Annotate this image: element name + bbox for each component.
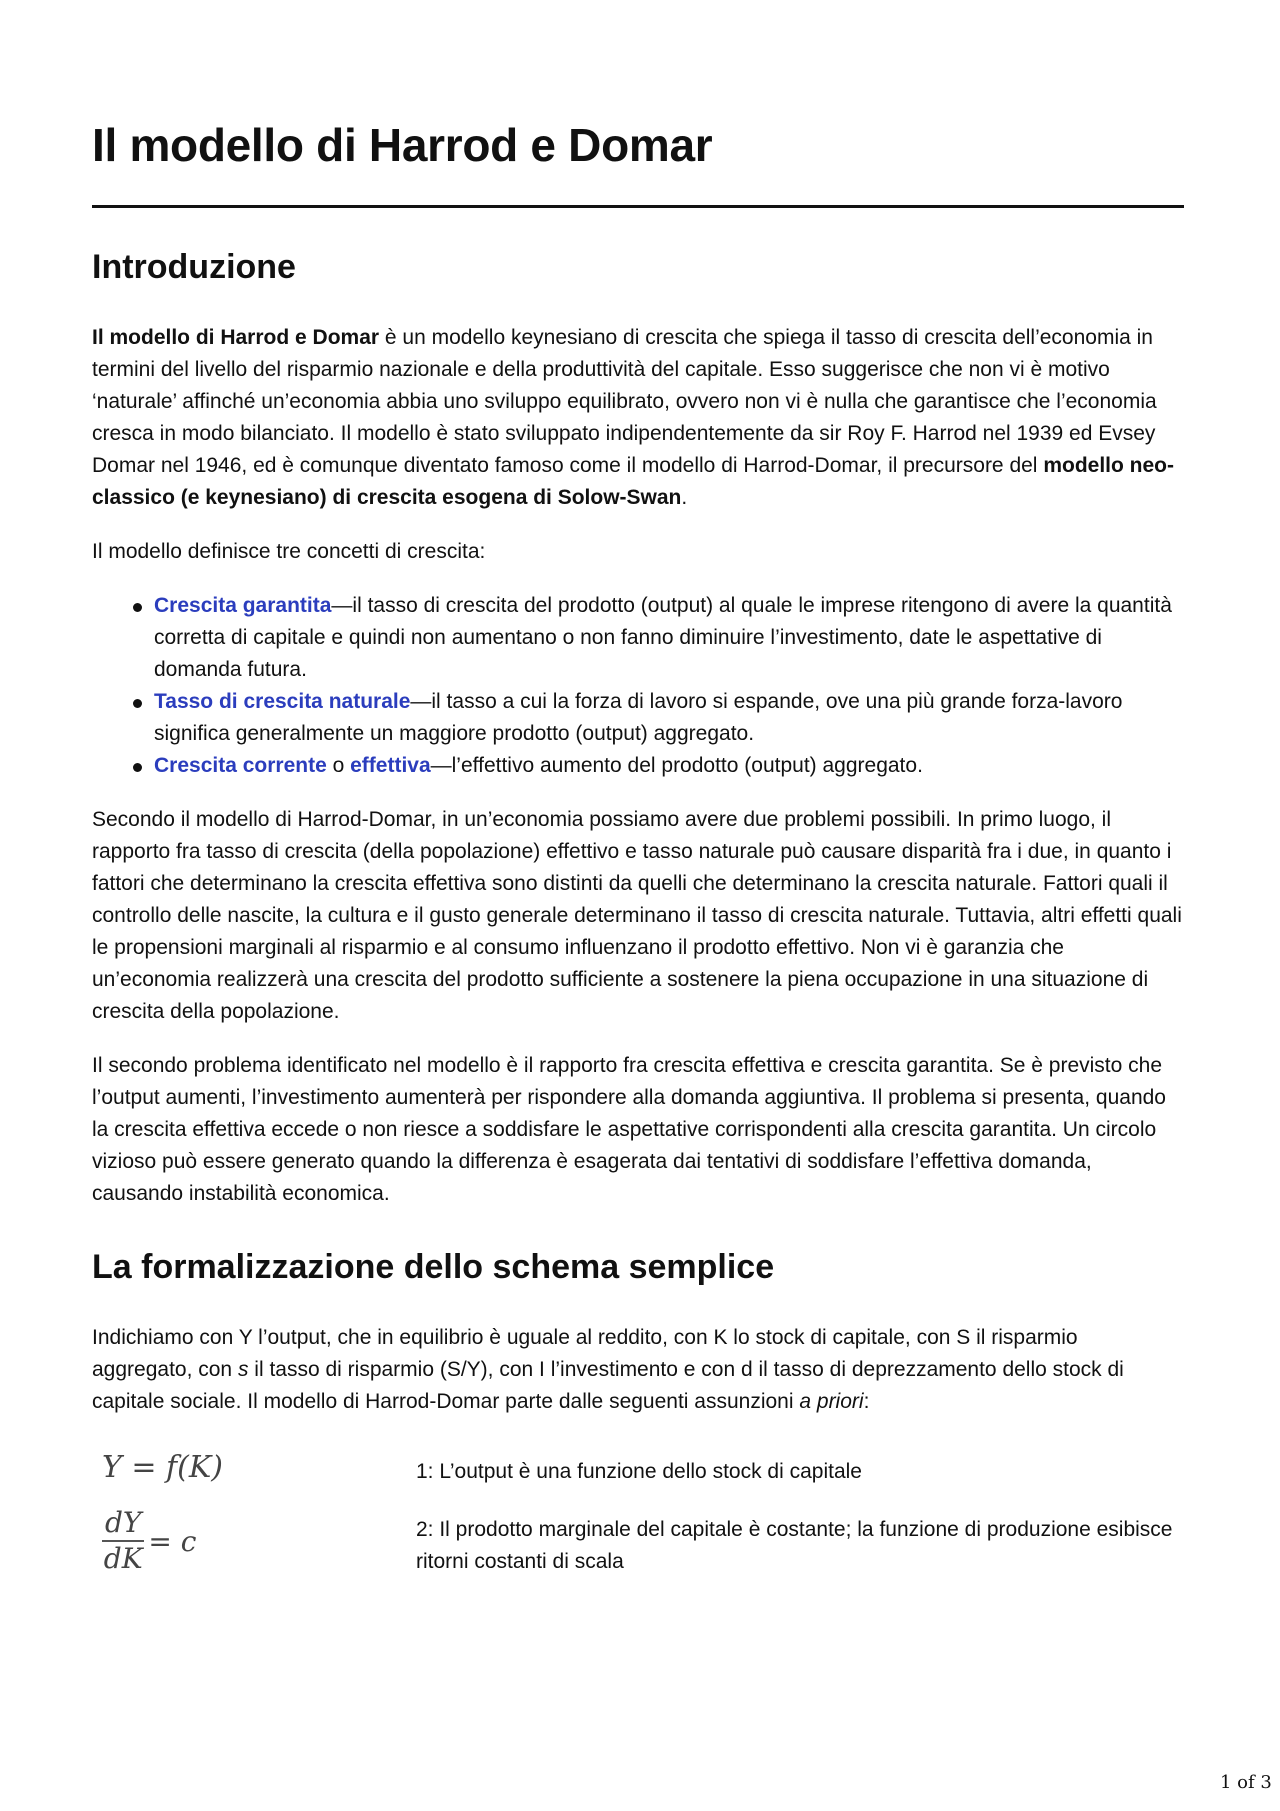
- link-crescita-corrente[interactable]: Crescita corrente: [154, 754, 327, 777]
- fraction: [102, 1506, 144, 1576]
- formal-end: :: [863, 1390, 870, 1413]
- list-item-text: —l’effettivo aumento del prodotto (output) aggregato.: [430, 754, 923, 777]
- formal-paragraph-1: [92, 1322, 1182, 1418]
- assumptions-block: [92, 1450, 1182, 1610]
- bullet-icon: [133, 763, 142, 772]
- section-heading-intro: Introduzione: [92, 248, 296, 286]
- list-item-text: —il tasso di crescita del prodotto (output) al quale le imprese ritengono di avere la quantità corretta di capitale e quindi non aumentano o non fanno diminuire l’investimento, date le aspettative di domanda futura.: [154, 594, 1172, 681]
- intro-end: .: [681, 486, 688, 509]
- formal-text-b: il tasso di risparmio (S/Y), con I l’investimento e con d il tasso di deprezzamento dello stock di capitale sociale. Il modello di Harrod-Domar parte dalle seguenti assunzioni: [92, 1358, 1124, 1413]
- formula-rhs: = c: [148, 1524, 197, 1558]
- formal-a-priori: a priori: [799, 1390, 864, 1413]
- list-item: [154, 750, 1182, 782]
- formal-text-a: Indichiamo con Y l’output, che in equilibrio è uguale al reddito, con K lo stock di capitale, con S il risparmio aggregato, con: [92, 1326, 1078, 1381]
- formula-output-function: Y = f(K): [102, 1450, 223, 1485]
- assumption-2-text: 2: Il prodotto marginale del capitale è costante; la funzione di produzione esibisce ritorni costanti di scala: [416, 1518, 1173, 1573]
- list-item-text: —il tasso a cui la forza di lavoro si espande, ove una più grande forza-lavoro significa generalmente un maggiore prodotto (output) aggregato.: [154, 690, 1123, 745]
- intro-bold-end: modello neo-classico (e keynesiano) di crescita esogena di Solow-Swan: [92, 454, 1174, 509]
- intro-paragraph-1: [92, 322, 1182, 514]
- bullet-icon: [133, 603, 142, 612]
- fraction-numerator: dY: [102, 1506, 144, 1542]
- assumption-1-text: 1: L’output è una funzione dello stock di capitale: [416, 1460, 862, 1483]
- list-item: [154, 590, 1182, 686]
- fraction-denominator: dK: [103, 1542, 143, 1575]
- intro-paragraph-2: Il modello definisce tre concetti di crescita:: [92, 540, 486, 563]
- section-heading-formalization: La formalizzazione dello schema semplice: [92, 1248, 775, 1286]
- intro-paragraph-4: Il secondo problema identificato nel modello è il rapporto fra crescita effettiva e crescita garantita. Se è previsto che l’output aumenti, l’investimento aumenterà per rispondere alla domanda aggiuntiva. Il problema si presenta, quando la crescita effettiva eccede o non riesce a soddisfare le aspettative corrispondenti alla crescita garantita. Un circolo vizioso può essere generato quando la differenza è esagerata dai tentativi di soddisfare l’effettiva domanda, causando instabilità economica.: [92, 1054, 1166, 1205]
- formula-marginal-product: [102, 1506, 196, 1576]
- document-content: [92, 112, 1182, 1610]
- growth-concepts-list: [92, 590, 1182, 782]
- title-divider: [92, 205, 1184, 208]
- link-tasso-crescita-naturale[interactable]: Tasso di crescita naturale: [154, 690, 411, 713]
- link-effettiva[interactable]: effettiva: [350, 754, 431, 777]
- list-item-connector: o: [326, 754, 351, 777]
- list-item: [154, 686, 1182, 750]
- intro-bold-start: Il modello di Harrod e Domar: [92, 326, 380, 349]
- link-crescita-garantita[interactable]: Crescita garantita: [154, 594, 332, 617]
- formal-s-var: s: [237, 1358, 249, 1381]
- page-number: 1 of 3: [1220, 1772, 1272, 1793]
- intro-text: è un modello keynesiano di crescita che spiega il tasso di crescita dell’economia in termini del livello del risparmio nazionale e della produttività del capitale. Esso suggerisce che non vi è motivo ‘naturale’ affinché un’economia abbia uno sviluppo equilibrato, ovvero non vi è nulla che garantisce che l’economia cresca in modo bilanciato. Il modello è stato sviluppato indipendentemente da sir Roy F. Harrod nel 1939 ed Evsey Domar nel 1946, ed è comunque diventato famoso come il modello di Harrod-Domar, il precursore del: [92, 326, 1157, 477]
- page-title: Il modello di Harrod e Domar: [92, 119, 713, 171]
- bullet-icon: [133, 699, 142, 708]
- intro-paragraph-3: Secondo il modello di Harrod-Domar, in un’economia possiamo avere due problemi possibili. In primo luogo, il rapporto fra tasso di crescita (della popolazione) effettivo e tasso naturale può causare disparità fra i due, in quanto i fattori che determinano la crescita effettiva sono distinti da quelli che determinano la crescita naturale. Fattori quali il controllo delle nascite, la cultura e il gusto generale determinano il tasso di crescita naturale. Tuttavia, altri effetti quali le propensioni marginali al risparmio e al consumo influenzano il prodotto effettivo. Non vi è garanzia che un’economia realizzerà una crescita del prodotto sufficiente a sostenere la piena occupazione in una situazione di crescita della popolazione.: [92, 808, 1182, 1023]
